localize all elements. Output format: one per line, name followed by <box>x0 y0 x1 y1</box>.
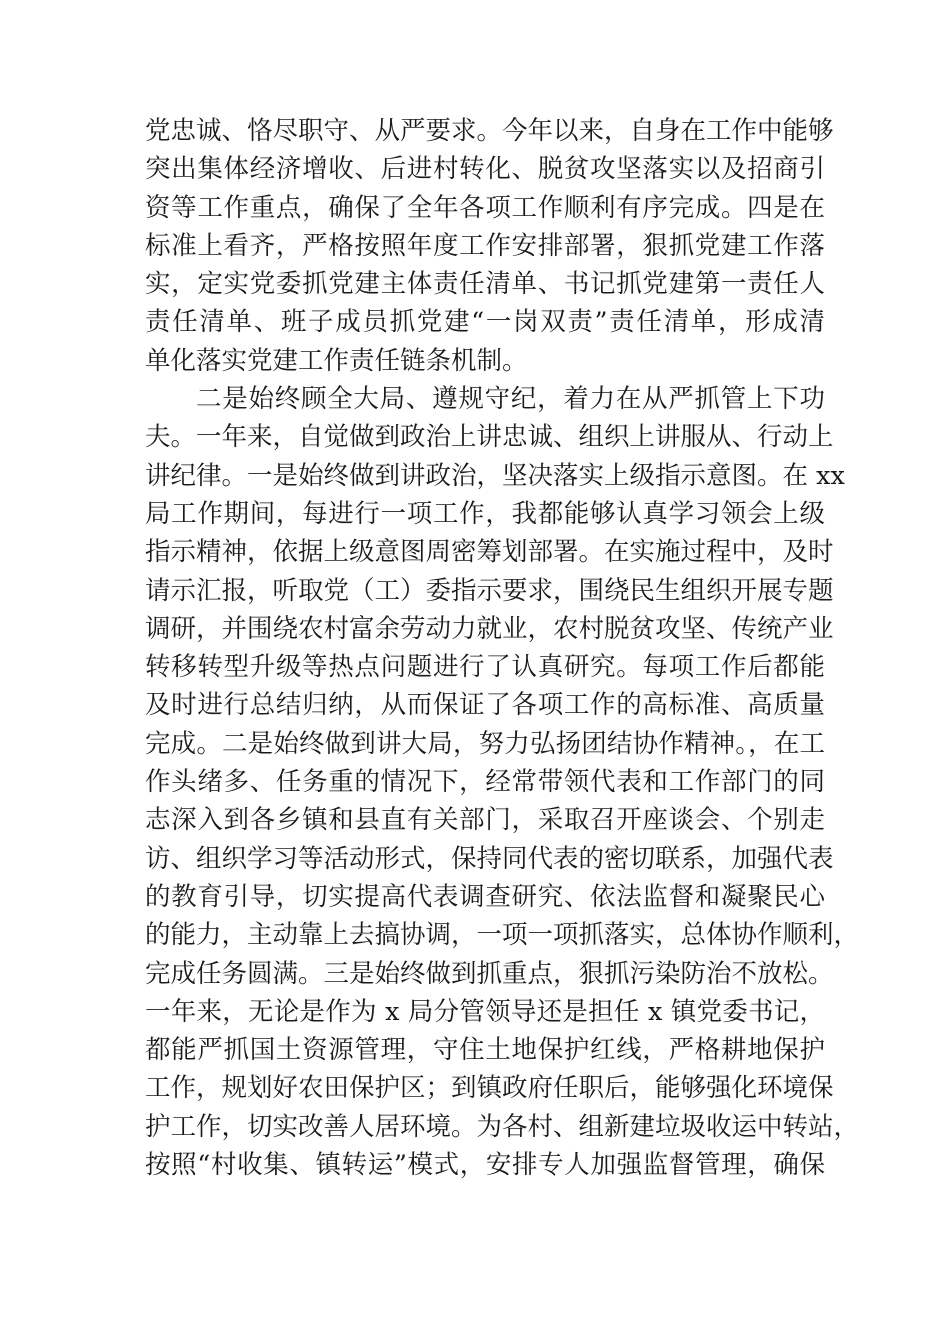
text-line: 访、组织学习等活动形式，保持同代表的密切联系，加强代表 <box>145 843 834 874</box>
text-line: 护工作，切实改善人居环境。为各村、组新建垃圾收运中转站， <box>145 1111 860 1142</box>
text-line: 资等工作重点，确保了全年各项工作顺利有序完成。四是在 <box>145 192 825 223</box>
text-line: 实，定实党委抓党建主体责任清单、书记抓党建第一责任人 <box>145 269 825 300</box>
text-line: 责任清单、班子成员抓党建“一岗双责”责任清单，形成清 <box>145 307 825 338</box>
document-body <box>145 112 860 1184</box>
text-line: 完成。二是始终做到讲大局，努力弘扬团结协作精神。，在工 <box>145 728 825 759</box>
paragraph <box>145 380 860 1184</box>
text-line: 请示汇报，听取党（工）委指示要求，围绕民生组织开展专题 <box>145 575 834 606</box>
text-line: 转移转型升级等热点问题进行了认真研究。每项工作后都能 <box>145 652 825 683</box>
text-line: 作头绪多、任务重的情况下，经常带领代表和工作部门的同 <box>145 767 825 798</box>
text-line: 工作，规划好农田保护区；到镇政府任职后，能够强化环境保 <box>145 1073 834 1104</box>
text-line: 讲纪律。一是始终做到讲政治，坚决落实上级指示意图。在 xx <box>145 460 845 491</box>
text-line: 及时进行总结归纳，从而保证了各项工作的高标准、高质量 <box>145 690 825 721</box>
text-line: 调研，并围绕农村富余劳动力就业，农村脱贫攻坚、传统产业 <box>145 613 834 644</box>
text-line: 二是始终顾全大局、遵规守纪，着力在从严抓管上下功 <box>196 384 825 415</box>
text-line: 单化落实党建工作责任链条机制。 <box>145 345 528 376</box>
text-line: 夫。一年来，自觉做到政治上讲忠诚、组织上讲服从、行动上 <box>145 422 834 453</box>
paragraph <box>145 112 834 380</box>
text-line: 志深入到各乡镇和县直有关部门，采取召开座谈会、个别走 <box>145 805 825 836</box>
text-line: 突出集体经济增收、后进村转化、脱贫攻坚落实以及招商引 <box>145 154 825 185</box>
text-line: 一年来，无论是作为 x 局分管领导还是担任 x 镇党委书记， <box>145 996 825 1027</box>
text-line: 标准上看齐，严格按照年度工作安排部署，狠抓党建工作落 <box>145 230 825 261</box>
text-line: 都能严抓国土资源管理，守住土地保护红线，严格耕地保护 <box>145 1035 825 1066</box>
text-line: 的教育引导，切实提高代表调查研究、依法监督和凝聚民心 <box>145 881 825 912</box>
text-line: 的能力，主动靠上去搞协调，一项一项抓落实，总体协作顺利， <box>145 920 860 951</box>
text-line: 完成任务圆满。三是始终做到抓重点，狠抓污染防治不放松。 <box>145 958 834 989</box>
text-line: 按照“村收集、镇转运”模式，安排专人加强监督管理，确保 <box>145 1150 825 1181</box>
text-line: 指示精神，依据上级意图周密筹划部署。在实施过程中，及时 <box>145 537 834 568</box>
text-line: 党忠诚、恪尽职守、从严要求。今年以来，自身在工作中能够 <box>145 116 834 146</box>
text-line: 局工作期间，每进行一项工作，我都能够认真学习领会上级 <box>145 498 825 529</box>
